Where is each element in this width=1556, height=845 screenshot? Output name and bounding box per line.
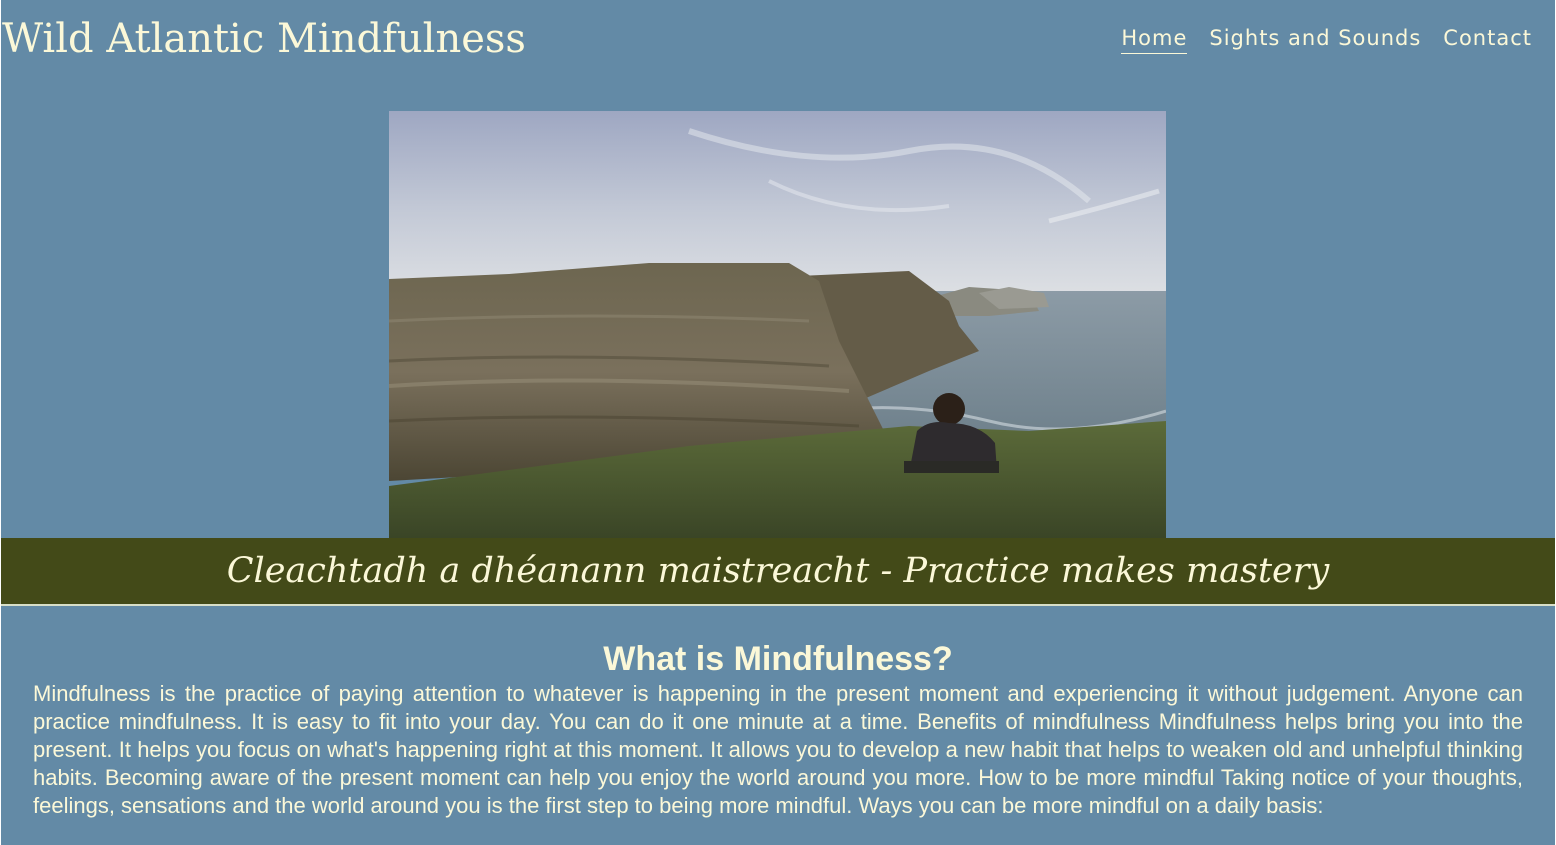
nav-home-link[interactable]: Home	[1121, 24, 1187, 54]
site-title[interactable]: Wild Atlantic Mindfulness	[2, 16, 526, 62]
mindfulness-section	[33, 638, 1523, 820]
hero-image	[389, 111, 1166, 538]
nav-sights-and-sounds-link[interactable]: Sights and Sounds	[1209, 26, 1422, 50]
site-header	[0, 0, 1556, 80]
motto-text: Cleachtadh a dhéanann maistreacht - Practice makes mastery	[226, 551, 1330, 591]
section-heading: What is Mindfulness?	[603, 640, 953, 678]
main-nav	[1121, 24, 1532, 54]
motto-banner	[1, 538, 1555, 606]
nav-contact-link[interactable]: Contact	[1443, 26, 1532, 50]
section-paragraph: Mindfulness is the practice of paying attention to whatever is happening in the present moment and experiencing it without judgement. Anyone can practice mindfulness. It is easy to fit into your day. You can do it one minute at a time. Benefits of mindfulness Mindfulness helps bring you into the present. It helps you focus on what's happening right at this moment. It allows you to develop a new habit that helps to weaken old and unhelpful thinking habits. Becoming aware of the present moment can help you enjoy the world around you more. How to be more mindful Taking notice of your thoughts, feelings, sensations and the world around you is the first step to being more mindful. Ways you can be more mindful on a daily basis:	[33, 681, 1523, 818]
